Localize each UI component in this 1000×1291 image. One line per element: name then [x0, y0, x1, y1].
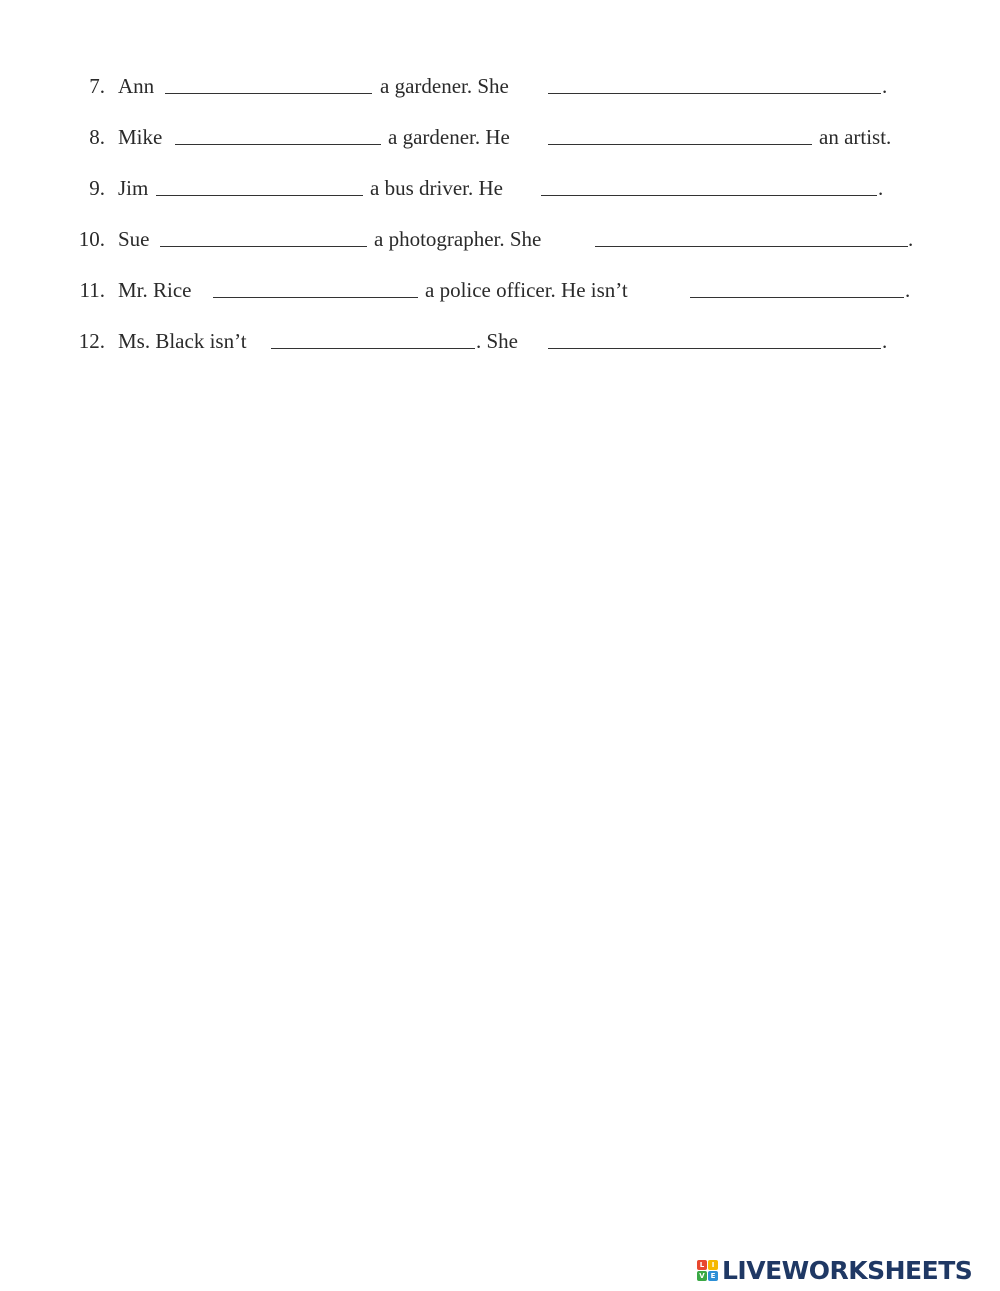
answer-blank[interactable] [595, 246, 908, 247]
answer-blank[interactable] [175, 144, 381, 145]
exercise-number: 12. [78, 329, 105, 353]
answer-blank[interactable] [156, 195, 363, 196]
exercise-middle: a photographer. She [374, 227, 542, 251]
exercise-end: . [905, 278, 911, 302]
exercise-middle: a police officer. He isn’t [425, 278, 628, 302]
exercise-12 [0, 326, 1000, 356]
mark-letter: E [708, 1271, 718, 1281]
exercise-middle: a bus driver. He [370, 176, 503, 200]
exercise-end: an artist. [819, 125, 892, 149]
mark-letter: I [708, 1260, 718, 1270]
answer-blank[interactable] [690, 297, 904, 298]
exercise-subject: Sue [118, 227, 150, 251]
exercise-10 [0, 224, 1000, 254]
answer-blank[interactable] [548, 93, 881, 94]
answer-blank[interactable] [541, 195, 877, 196]
exercise-end: . [908, 227, 914, 251]
mark-letter: L [697, 1260, 707, 1270]
exercise-subject: Ms. Black isn’t [118, 329, 247, 353]
worksheet [0, 0, 1000, 400]
exercise-7 [0, 71, 1000, 101]
answer-blank[interactable] [548, 144, 812, 145]
exercise-11 [0, 275, 1000, 305]
liveworksheets-mark-icon [697, 1260, 718, 1281]
exercise-subject: Ann [118, 74, 155, 98]
answer-blank[interactable] [160, 246, 367, 247]
exercise-number: 8. [89, 125, 105, 149]
answer-blank[interactable] [271, 348, 475, 349]
exercise-middle: a gardener. She [380, 74, 509, 98]
exercise-9 [0, 173, 1000, 203]
brand-name: LIVEWORKSHEETS [722, 1255, 973, 1285]
exercise-middle: . She [476, 329, 518, 353]
exercise-number: 7. [89, 74, 105, 98]
liveworksheets-logo [697, 1255, 972, 1285]
mark-letter: V [697, 1271, 707, 1281]
exercise-number: 9. [89, 176, 105, 200]
exercise-middle: a gardener. He [388, 125, 510, 149]
exercise-subject: Mike [118, 125, 163, 149]
answer-blank[interactable] [165, 93, 372, 94]
answer-blank[interactable] [213, 297, 418, 298]
exercise-end: . [882, 329, 888, 353]
exercise-number: 10. [78, 227, 105, 251]
answer-blank[interactable] [548, 348, 881, 349]
exercise-number: 11. [79, 278, 105, 302]
exercise-end: . [882, 74, 888, 98]
exercise-end: . [878, 176, 884, 200]
exercise-subject: Mr. Rice [118, 278, 192, 302]
exercise-subject: Jim [118, 176, 149, 200]
exercise-8 [0, 122, 1000, 152]
